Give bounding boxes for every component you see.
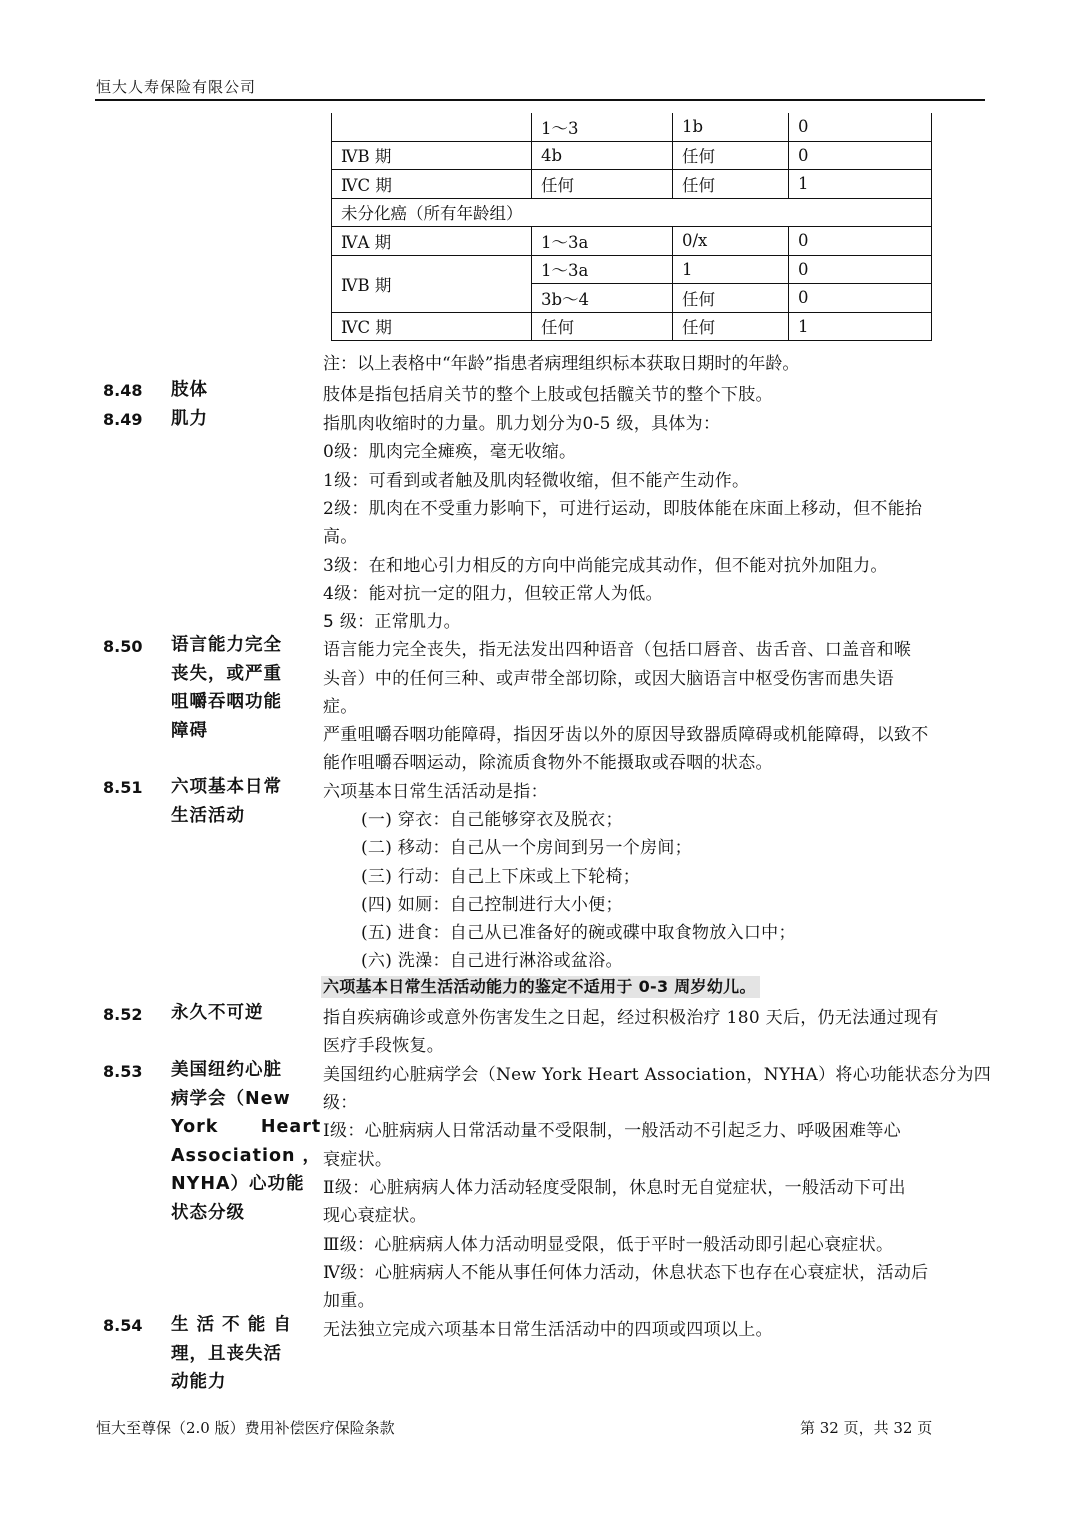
clause-term: 语言能力完全 丧失，或严重 咀嚼吞咽功能 障碍 xyxy=(171,635,282,741)
table-cell: 0 xyxy=(789,227,932,256)
table-row xyxy=(332,141,932,170)
highlighted-note: 六项基本日常生活活动能力的鉴定不适用于 0-3 周岁幼儿。 xyxy=(323,974,760,997)
clause-term: 肢体 xyxy=(171,380,208,400)
table-cell: ⅣC 期 xyxy=(332,170,532,199)
stage-table xyxy=(331,113,932,341)
clause-line: 肢体是指包括肩关节的整个上肢或包括髋关节的整个下肢。 xyxy=(323,385,773,405)
table-cell xyxy=(332,113,532,141)
clause-line: 无法独立完成六项基本日常生活活动中的四项或四项以上。 xyxy=(323,1320,773,1340)
footer-document-title: 恒大至尊保（2.0 版）费用补偿医疗保险条款 xyxy=(96,1419,395,1437)
clause-line: 高。 xyxy=(323,527,358,547)
clause-line: Ⅲ级：心脏病病人体力活动明显受限，低于平时一般活动即引起心衰症状。 xyxy=(323,1235,894,1255)
clause-line: Ⅱ级：心脏病病人体力活动轻度受限制，休息时无自觉症状，一般活动下可出 xyxy=(323,1178,906,1198)
table-cell: ⅣA 期 xyxy=(332,227,532,256)
list-item: (一) 穿衣：自己能够穿衣及脱衣； xyxy=(361,810,623,830)
clause-number: 8.53 xyxy=(103,1062,143,1081)
table-cell: 1 xyxy=(789,170,932,199)
table-cell: 1～3a xyxy=(532,227,673,256)
clause-line: 严重咀嚼吞咽功能障碍，指因牙齿以外的原因导致器质障碍或机能障碍，以致不 xyxy=(323,725,929,745)
clause-number: 8.52 xyxy=(103,1005,143,1024)
clause-line: 能作咀嚼吞咽运动，除流质食物外不能摄取或吞咽的状态。 xyxy=(323,753,773,773)
clause-term: 永久不可逆 xyxy=(171,1003,264,1023)
table-cell: 0 xyxy=(789,113,932,141)
table-note: 注：以上表格中“年龄”指患者病理组织标本获取日期时的年龄。 xyxy=(323,354,800,374)
table-row xyxy=(332,170,932,199)
clause-line: 加重。 xyxy=(323,1291,375,1311)
table-row xyxy=(332,198,932,227)
clause-term: 生 活 不 能 自 理，且丧失活 动能力 xyxy=(171,1315,292,1392)
clause-number: 8.54 xyxy=(103,1316,143,1335)
clause-line: 2级：肌肉在不受重力影响下，可进行运动，即肢体能在床面上移动，但不能抬 xyxy=(323,499,923,519)
table-cell: 0/x xyxy=(673,227,789,256)
table-cell: 0 xyxy=(789,255,932,284)
clause-number: 8.49 xyxy=(103,410,143,429)
clause-number: 8.48 xyxy=(103,381,143,400)
list-item: (四) 如厕：自己控制进行大小便； xyxy=(361,895,623,915)
clause-line: 3级：在和地心引力相反的方向中尚能完成其动作，但不能对抗外加阻力。 xyxy=(323,556,888,576)
list-item: (二) 移动：自己从一个房间到另一个房间； xyxy=(361,838,692,858)
table-cell: 3b～4 xyxy=(532,284,673,313)
clause-line: 5 级：正常肌力。 xyxy=(323,612,461,632)
clause-line: 现心衰症状。 xyxy=(323,1206,427,1226)
clause-line: Ⅰ级：心脏病病人日常活动量不受限制，一般活动不引起乏力、呼吸困难等心 xyxy=(323,1121,901,1141)
table-cell: 0 xyxy=(789,141,932,170)
table-group-header: 未分化癌（所有年龄组） xyxy=(332,198,932,227)
clause-line: 医疗手段恢复。 xyxy=(323,1036,445,1056)
table-cell: 4b xyxy=(532,141,673,170)
clause-line: 头音）中的任何三种、或声带全部切除，或因大脑语言中枢受伤害而患失语 xyxy=(323,669,894,689)
list-item: (三) 行动：自己上下床或上下轮椅； xyxy=(361,867,641,887)
table-cell: ⅣB 期 xyxy=(332,141,532,170)
table-cell: 1～3a xyxy=(532,255,673,284)
clause-line: 语言能力完全丧失，指无法发出四种语音（包括口唇音、齿舌音、口盖音和喉 xyxy=(323,640,912,660)
clause-line: 六项基本日常生活活动是指： xyxy=(323,782,548,802)
table-row xyxy=(332,312,932,341)
table-cell: 0 xyxy=(789,284,932,313)
table-cell: 任何 xyxy=(532,170,673,199)
clause-line: 美国纽约心脏病学会（New York Heart Association，NYHA）将心功能状态分为四 xyxy=(323,1065,992,1085)
table-cell: 1 xyxy=(789,312,932,341)
clause-line: 0级：肌肉完全瘫痪，毫无收缩。 xyxy=(323,442,577,462)
list-item: (五) 进食：自己从已准备好的碗或碟中取食物放入口中； xyxy=(361,923,796,943)
list-item: (六) 洗澡：自己进行淋浴或盆浴。 xyxy=(361,951,623,971)
clause-term: 六项基本日常 生活活动 xyxy=(171,777,282,826)
page-header-company: 恒大人寿保险有限公司 xyxy=(96,78,257,96)
clause-line: 1级：可看到或者触及肌肉轻微收缩，但不能产生动作。 xyxy=(323,471,750,491)
clause-line: 衰症状。 xyxy=(323,1150,393,1170)
table-cell: 任何 xyxy=(673,284,789,313)
header-rule xyxy=(95,99,985,101)
table-cell: 任何 xyxy=(532,312,673,341)
clause-line: 指肌肉收缩时的力量。肌力划分为0-5 级，具体为： xyxy=(323,414,721,434)
clause-term: 肌力 xyxy=(171,409,208,429)
table-cell: ⅣB 期 xyxy=(332,255,532,312)
table-cell: 1b xyxy=(673,113,789,141)
table-row xyxy=(332,255,932,284)
clause-term: 美国纽约心脏 病学会（New York Heart Association ， NYHA）心功能 状态分级 xyxy=(171,1060,322,1223)
footer-page-number: 第 32 页，共 32 页 xyxy=(800,1419,933,1437)
table-row xyxy=(332,113,932,141)
clause-line: 指自疾病确诊或意外伤害发生之日起，经过积极治疗 180 天后，仍无法通过现有 xyxy=(323,1008,939,1028)
table-cell: 任何 xyxy=(673,141,789,170)
clause-number: 8.50 xyxy=(103,637,143,656)
clause-line: 症。 xyxy=(323,697,358,717)
table-cell: 任何 xyxy=(673,312,789,341)
table-cell: 任何 xyxy=(673,170,789,199)
table-cell: 1～3 xyxy=(532,113,673,141)
clause-number: 8.51 xyxy=(103,778,143,797)
table-row xyxy=(332,227,932,256)
clause-line: 级： xyxy=(323,1093,358,1113)
table-cell: ⅣC 期 xyxy=(332,312,532,341)
table-cell: 1 xyxy=(673,255,789,284)
clause-line: 4级：能对抗一定的阻力，但较正常人为低。 xyxy=(323,584,663,604)
clause-line: Ⅳ级：心脏病病人不能从事任何体力活动，休息状态下也存在心衰症状，活动后 xyxy=(323,1263,929,1283)
